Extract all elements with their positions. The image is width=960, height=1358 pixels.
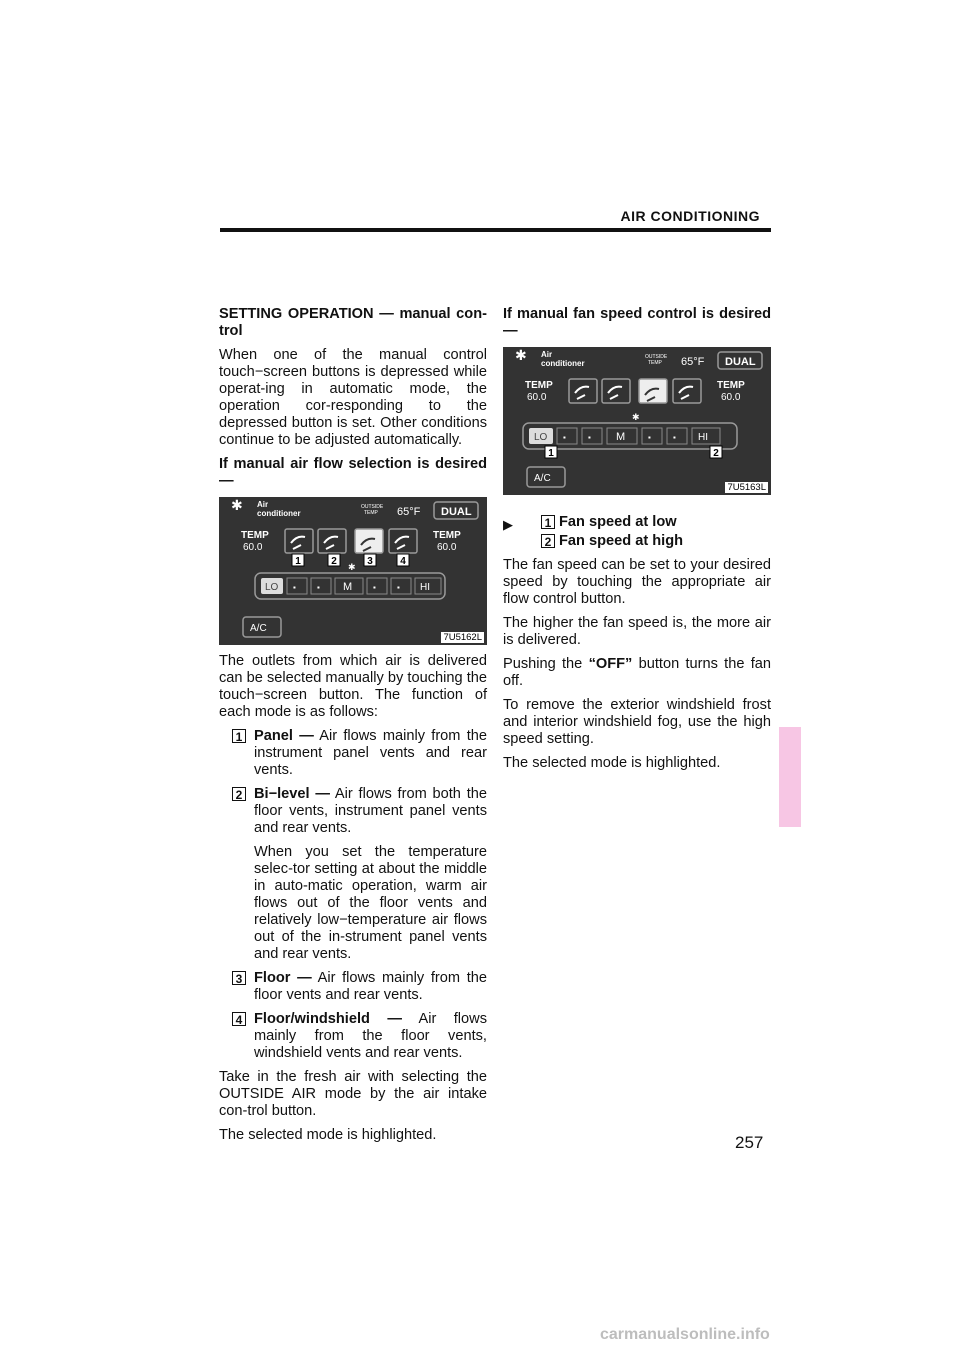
mode-text: Air flows mainly from the floor vents and rear vents. — [254, 970, 487, 1003]
svg-text:OUTSIDE: OUTSIDE — [645, 354, 668, 360]
svg-text:60.0: 60.0 — [527, 392, 547, 403]
mode-title: Floor/windshield — — [254, 1011, 402, 1027]
svg-text:conditioner: conditioner — [541, 359, 585, 368]
fan-speed-p3: Pushing the “OFF” button turns the fan off. — [503, 656, 771, 689]
fan-speed-p2: The higher the fan speed is, the more air is delivered. — [503, 615, 771, 648]
svg-text:▪: ▪ — [563, 433, 566, 442]
page-number: 257 — [735, 1133, 764, 1152]
section-thumb-tab — [779, 727, 801, 827]
airflow-badge-3: 3 — [367, 556, 373, 567]
fan-speed-legend — [503, 513, 771, 551]
section-title: AIR CONDITIONING — [620, 208, 760, 224]
svg-text:M: M — [616, 431, 626, 443]
mode-item-floor-windshield — [219, 1011, 487, 1062]
svg-text:TEMP: TEMP — [525, 380, 553, 391]
svg-text:✱: ✱ — [632, 412, 640, 422]
fan-speed-screen-illustration — [503, 347, 771, 495]
num-badge: 4 — [232, 1012, 246, 1026]
watermark: carmanualsonline.info — [600, 1326, 770, 1343]
fan-icon: ✱ — [515, 347, 527, 363]
legend-item-low — [541, 513, 771, 532]
svg-text:60.0: 60.0 — [721, 392, 741, 403]
svg-text:▪: ▪ — [673, 433, 676, 442]
svg-text:HI: HI — [698, 432, 708, 443]
airflow-heading: If manual air flow selection is desired — — [219, 456, 487, 489]
num-badge: 1 — [232, 729, 246, 743]
intro-paragraph: When one of the manual control touch−screen buttons is depressed while operat-ing in automatic mode, the operation cor-responding to the depressed button is set. Other conditions continue to be adjusted automatically. — [219, 347, 487, 448]
legend-text: Fan speed at high — [559, 533, 684, 549]
highlighted-note-left: The selected mode is highlighted. — [219, 1127, 437, 1143]
mode-item-panel — [219, 728, 487, 779]
svg-text:A/C: A/C — [534, 473, 551, 484]
mode-title: Bi−level — — [254, 786, 330, 802]
svg-text:TEMP: TEMP — [648, 360, 662, 366]
mode-title: Floor — — [254, 970, 312, 986]
mode-item-floor — [219, 970, 487, 1004]
figure-code: 7U5163L — [727, 482, 766, 493]
fan-hi: HI — [420, 582, 430, 593]
fan-speed-p4: To remove the exterior windshield frost and interior windshield fog, use the high speed setting. — [503, 697, 771, 747]
mode-title: Panel — — [254, 728, 314, 744]
svg-text:▪: ▪ — [293, 583, 296, 592]
svg-text:▪: ▪ — [648, 433, 651, 442]
temp-value-left: 60.0 — [243, 542, 263, 553]
svg-text:▪: ▪ — [317, 583, 320, 592]
fresh-air-paragraph: Take in the fresh air with selecting the OUTSIDE AIR mode by the air intake con-trol button. — [219, 1069, 487, 1119]
outside-top: OUTSIDE — [361, 504, 384, 510]
fan-speed-heading: If manual fan speed control is desired — — [503, 306, 771, 339]
outside-bottom: TEMP — [364, 510, 378, 516]
airflow-badge-4: 4 — [400, 556, 406, 567]
header-rule — [220, 228, 771, 232]
num-badge: 3 — [232, 971, 246, 985]
airflow-badge-2: 2 — [331, 556, 337, 567]
num-badge: 1 — [541, 515, 555, 529]
svg-text:TEMP: TEMP — [717, 380, 745, 391]
label-air: Air — [257, 500, 269, 509]
fan-badge-1: 1 — [548, 448, 554, 459]
temp-label-left: TEMP — [241, 530, 269, 541]
figure-code: 7U5162L — [443, 632, 482, 643]
fan-icon: ✱ — [231, 497, 243, 513]
svg-text:▪: ▪ — [588, 433, 591, 442]
svg-text:▪: ▪ — [373, 583, 376, 592]
fan-lo: LO — [265, 582, 279, 593]
num-badge: 2 — [541, 534, 555, 548]
outlets-intro: The outlets from which air is delivered can be selected manually by touching the touch−screen button. The function of each mode is as follows: — [219, 653, 487, 720]
num-badge: 2 — [232, 787, 246, 801]
temp-value-right: 60.0 — [437, 542, 457, 553]
label-conditioner: conditioner — [257, 509, 301, 518]
dual-button: DUAL — [441, 506, 472, 518]
svg-text:LO: LO — [534, 432, 548, 443]
svg-text:✱: ✱ — [348, 562, 356, 572]
mode-item-bilevel — [219, 786, 487, 963]
off-keyword: “OFF” — [588, 656, 633, 672]
setting-operation-heading: SETTING OPERATION — manual con-trol — [219, 306, 487, 339]
svg-text:Air: Air — [541, 350, 553, 359]
legend-text: Fan speed at low — [559, 514, 677, 530]
airflow-screen-figure — [219, 497, 487, 645]
mode-text: Air flows from both the floor vents, instrument panel vents and rear vents. — [254, 786, 487, 836]
right-column — [503, 306, 771, 779]
pointer-arrow-icon: ▶ — [503, 517, 513, 532]
fan-speed-screen-figure — [503, 347, 771, 495]
left-column — [219, 306, 487, 1151]
fan-speed-p1: The fan speed can be set to your desired speed by touching the appropriate air flow control button. — [503, 557, 771, 607]
fan-m: M — [343, 581, 353, 593]
fan-badge-2: 2 — [713, 448, 719, 459]
svg-text:65°F: 65°F — [681, 356, 705, 368]
svg-text:DUAL: DUAL — [725, 356, 756, 368]
outside-temp-value: 65°F — [397, 506, 421, 518]
temp-label-right: TEMP — [433, 530, 461, 541]
airflow-badge-1: 1 — [295, 556, 301, 567]
airflow-screen-illustration — [219, 497, 487, 645]
legend-item-high — [541, 532, 771, 551]
svg-text:▪: ▪ — [397, 583, 400, 592]
mode-text: Air flows mainly from the floor vents, windshield vents and rear vents. — [254, 1011, 488, 1061]
mode-text: Air flows mainly from the instrument panel vents and rear vents. — [254, 728, 487, 778]
highlighted-note-right: The selected mode is highlighted. — [503, 755, 721, 771]
mode-subtext: When you set the temperature selec-tor setting at about the middle in auto-matic operation, warm air flows out of the floor vents and relatively low−temperature air flows out of the in-strument panel vents and rear vents. — [254, 844, 487, 962]
ac-button: A/C — [250, 623, 267, 634]
